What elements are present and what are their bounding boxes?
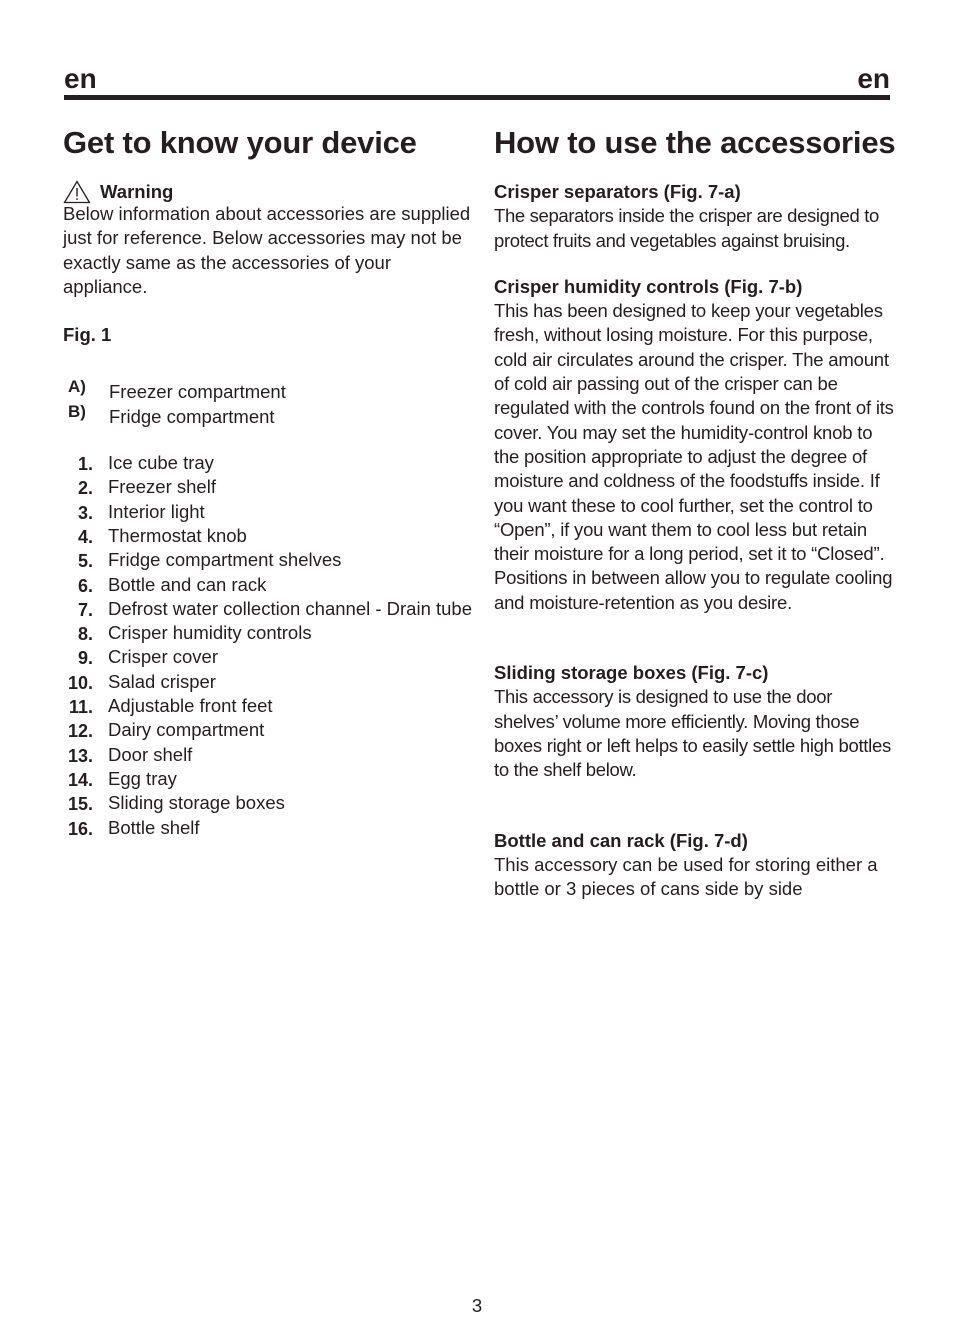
list-item xyxy=(63,670,473,694)
part-number: 16. xyxy=(67,818,93,839)
list-item xyxy=(63,548,473,572)
list-item xyxy=(63,767,473,791)
accessory-text: This accessory is designed to use the door shelves’ volume more efficiently. Moving those boxes right or left helps to easily settle high bottles to the shelf below. xyxy=(494,686,891,781)
part-label: Fridge compartment shelves xyxy=(108,549,342,571)
list-item xyxy=(63,597,473,621)
compartment-label: Freezer compartment xyxy=(109,381,286,403)
list-item xyxy=(63,524,473,548)
warning-text: Below information about accessories are supplied just for reference. Below accessories may not be exactly same as the accessories of your appliance. xyxy=(63,203,471,297)
part-label: Bottle shelf xyxy=(108,816,200,838)
part-label: Ice cube tray xyxy=(108,452,214,474)
section-title-accessories: How to use the accessories xyxy=(494,125,896,160)
header-rule xyxy=(64,95,890,100)
right-column xyxy=(494,124,899,901)
compartment-label: Fridge compartment xyxy=(109,405,275,427)
part-number: 8. xyxy=(77,624,93,645)
compartment-key: B) xyxy=(68,401,86,421)
list-item xyxy=(63,645,473,669)
language-label-left: en xyxy=(64,63,97,94)
part-number: 13. xyxy=(67,745,93,766)
part-label: Door shelf xyxy=(108,743,193,765)
list-item xyxy=(63,451,473,475)
list-item xyxy=(63,500,473,524)
part-label: Freezer shelf xyxy=(108,476,216,498)
list-item xyxy=(63,401,473,429)
accessory-text: This has been designed to keep your vegetables fresh, without losing moisture. For this purpose, cold air circulates around the crisper. The amount of cold air passing out of the crisper can be regulated with the controls found on the front of its cover. You may set the humidity-control knob to the position appropriate to adjust the degree of moisture and coldness of the foodstuffs inside. If you want these to cool further, set the control to “Open”, if you want them to cool less but retain their moisture for a long period, set it to “Closed”. Positions in between allow you to regulate cooling and moisture-retention as you desire. xyxy=(494,300,894,613)
list-item xyxy=(63,621,473,645)
list-item xyxy=(63,573,473,597)
language-label-right: en xyxy=(857,63,890,94)
list-item xyxy=(63,816,473,840)
part-number: 5. xyxy=(77,551,93,572)
list-item xyxy=(63,475,473,499)
part-label: Sliding storage boxes xyxy=(108,792,285,814)
compartment-key: A) xyxy=(68,377,86,397)
accessory-text: The separators inside the crisper are designed to protect fruits and vegetables against bruising. xyxy=(494,205,879,251)
warning-label: Warning xyxy=(100,180,174,202)
part-label: Bottle and can rack xyxy=(108,573,267,595)
accessory-text: This accessory can be used for storing either a bottle or 3 pieces of cans side by side xyxy=(494,853,878,900)
part-number: 11. xyxy=(68,697,93,718)
compartment-list xyxy=(63,377,473,429)
section-title-device: Get to know your device xyxy=(63,125,417,160)
part-label: Adjustable front feet xyxy=(108,695,273,717)
list-item xyxy=(63,377,473,404)
accessory-heading: Crisper humidity controls (Fig. 7-b) xyxy=(494,275,803,297)
list-item xyxy=(63,694,473,718)
part-label: Defrost water collection channel - Drain tube xyxy=(108,597,473,619)
part-number: 3. xyxy=(77,502,93,523)
part-label: Crisper humidity controls xyxy=(108,622,312,644)
part-number: 4. xyxy=(77,526,93,547)
part-number: 12. xyxy=(67,721,93,742)
left-column xyxy=(63,124,473,840)
parts-list xyxy=(63,451,473,840)
part-number: 1. xyxy=(77,454,93,475)
part-number: 7. xyxy=(77,599,93,620)
part-number: 9. xyxy=(77,648,93,669)
part-label: Thermostat knob xyxy=(108,524,247,546)
accessory-heading: Sliding storage boxes (Fig. 7-c) xyxy=(494,662,769,684)
part-label: Dairy compartment xyxy=(108,719,265,741)
list-item xyxy=(63,743,473,767)
list-item xyxy=(63,718,473,742)
warning-triangle-icon xyxy=(63,180,91,204)
accessory-heading: Bottle and can rack (Fig. 7-d) xyxy=(494,829,748,851)
part-number: 2. xyxy=(77,478,93,499)
part-number: 15. xyxy=(67,794,93,815)
part-label: Salad crisper xyxy=(108,670,216,692)
figure-label: Fig. 1 xyxy=(63,324,112,346)
part-label: Interior light xyxy=(108,500,205,522)
list-item xyxy=(63,791,473,815)
part-number: 10. xyxy=(67,672,93,693)
page-number: 3 xyxy=(471,1295,483,1316)
part-number: 6. xyxy=(77,575,93,596)
part-number: 14. xyxy=(67,769,93,790)
part-label: Egg tray xyxy=(108,767,177,789)
part-label: Crisper cover xyxy=(108,646,218,668)
accessory-heading: Crisper separators (Fig. 7-a) xyxy=(494,181,741,202)
